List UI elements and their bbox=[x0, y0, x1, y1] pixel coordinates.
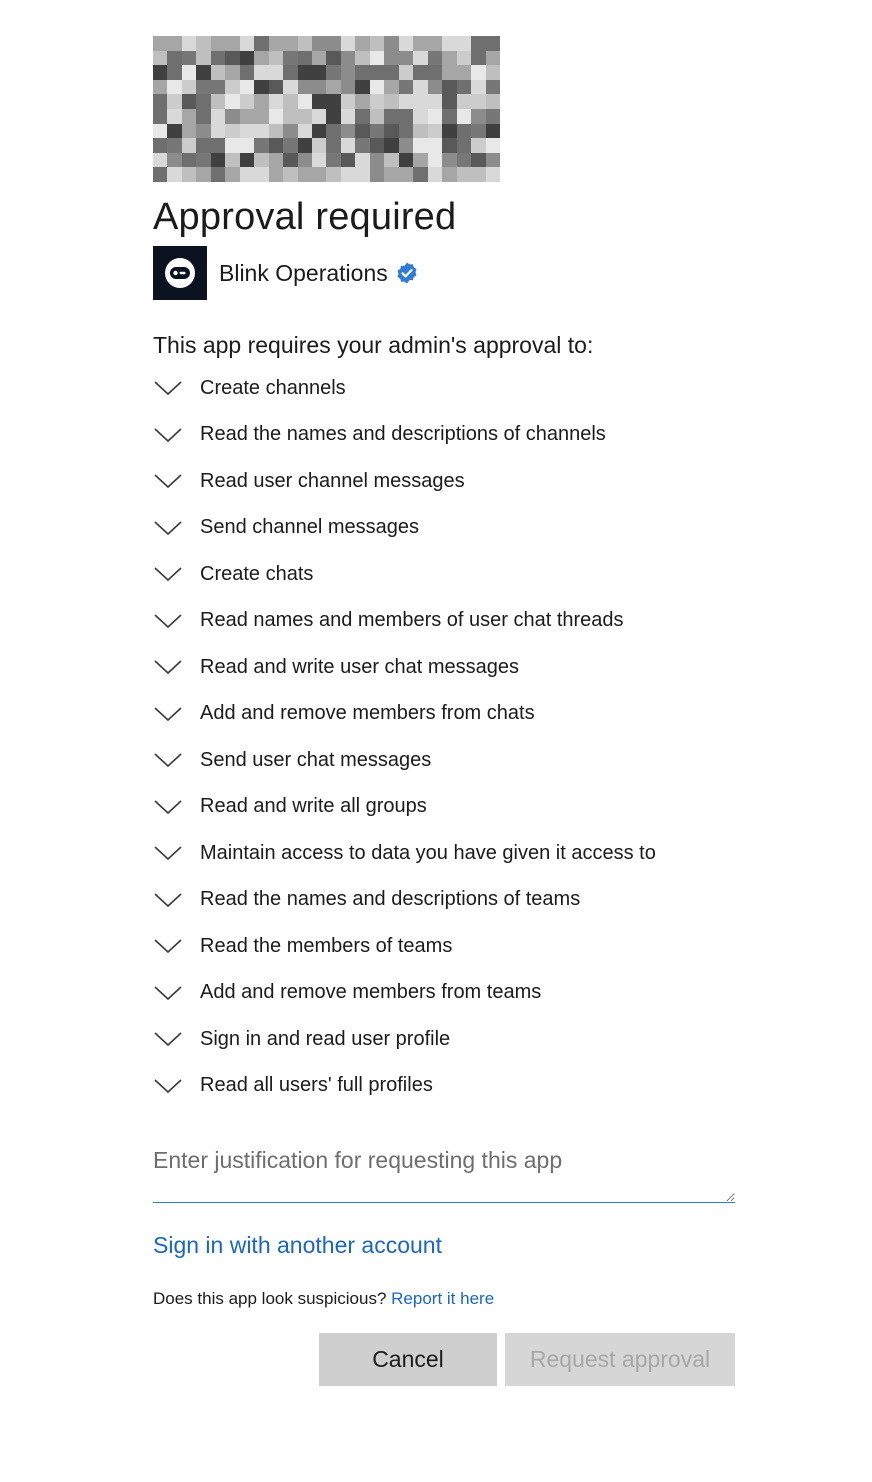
chevron-down-icon bbox=[154, 427, 182, 443]
app-name: Blink Operations bbox=[219, 259, 388, 286]
chevron-down-icon bbox=[154, 938, 182, 954]
approval-intro-text: This app requires your admin's approval to: bbox=[153, 332, 594, 358]
chevron-down-icon bbox=[154, 892, 182, 908]
permission-item[interactable] bbox=[153, 877, 735, 924]
suspicious-row bbox=[153, 1289, 735, 1309]
approval-card bbox=[153, 36, 735, 1309]
chevron-down-icon bbox=[154, 706, 182, 722]
action-buttons bbox=[319, 1333, 735, 1386]
permission-label: Read the members of teams bbox=[200, 934, 453, 957]
permission-label: Send channel messages bbox=[200, 516, 420, 539]
permission-label: Read the names and descriptions of channels bbox=[200, 423, 606, 446]
chevron-down-icon bbox=[154, 752, 182, 768]
permission-item[interactable] bbox=[153, 365, 735, 412]
permission-label: Read names and members of user chat threads bbox=[200, 609, 624, 632]
permission-label: Read and write all groups bbox=[200, 795, 427, 818]
permission-item[interactable] bbox=[153, 784, 735, 831]
another-account-row bbox=[153, 1232, 735, 1259]
permission-item[interactable] bbox=[153, 551, 735, 598]
cancel-button[interactable]: Cancel bbox=[319, 1333, 497, 1386]
permission-label: Read the names and descriptions of teams bbox=[200, 888, 581, 911]
verified-badge-icon bbox=[395, 261, 419, 285]
permission-label: Sign in and read user profile bbox=[200, 1027, 451, 1050]
permission-item[interactable] bbox=[153, 412, 735, 459]
permission-item[interactable] bbox=[153, 830, 735, 877]
chevron-down-icon bbox=[154, 380, 182, 396]
chevron-down-icon bbox=[154, 473, 182, 489]
chevron-down-icon bbox=[154, 799, 182, 815]
request-approval-button[interactable]: Request approval bbox=[505, 1333, 735, 1386]
permission-item[interactable] bbox=[153, 505, 735, 552]
permission-item[interactable] bbox=[153, 458, 735, 505]
chevron-down-icon bbox=[154, 566, 182, 582]
chevron-down-icon bbox=[154, 1031, 182, 1047]
permission-label: Maintain access to data you have given it access to bbox=[200, 841, 656, 864]
permission-item[interactable] bbox=[153, 923, 735, 970]
chevron-down-icon bbox=[154, 985, 182, 1001]
permission-label: Create chats bbox=[200, 562, 314, 585]
app-identity bbox=[153, 246, 735, 300]
permission-item[interactable] bbox=[153, 598, 735, 645]
permission-label: Add and remove members from chats bbox=[200, 702, 535, 725]
permission-label: Read user channel messages bbox=[200, 469, 465, 492]
permission-label: Read all users' full profiles bbox=[200, 1074, 433, 1097]
permission-label: Create channels bbox=[200, 376, 346, 399]
permission-label: Add and remove members from teams bbox=[200, 981, 542, 1004]
page-title: Approval required bbox=[153, 196, 457, 238]
permission-list bbox=[153, 365, 735, 1109]
permission-item[interactable] bbox=[153, 737, 735, 784]
chevron-down-icon bbox=[154, 613, 182, 629]
organization-logo-pixelated bbox=[153, 36, 500, 182]
suspicious-question: Does this app look suspicious? bbox=[153, 1289, 387, 1308]
chevron-down-icon bbox=[154, 1078, 182, 1094]
permission-item[interactable] bbox=[153, 1063, 735, 1110]
permission-item[interactable] bbox=[153, 644, 735, 691]
chevron-down-icon bbox=[154, 520, 182, 536]
permission-item[interactable] bbox=[153, 691, 735, 738]
permission-label: Read and write user chat messages bbox=[200, 655, 520, 678]
permission-label: Send user chat messages bbox=[200, 748, 432, 771]
chevron-down-icon bbox=[154, 845, 182, 861]
sign-in-another-account-link[interactable]: Sign in with another account bbox=[153, 1232, 442, 1258]
justification-input[interactable] bbox=[153, 1143, 735, 1203]
report-link[interactable]: Report it here bbox=[391, 1289, 495, 1308]
permission-item[interactable] bbox=[153, 1016, 735, 1063]
blink-logo-icon bbox=[153, 246, 207, 300]
permission-item[interactable] bbox=[153, 970, 735, 1017]
chevron-down-icon bbox=[154, 659, 182, 675]
